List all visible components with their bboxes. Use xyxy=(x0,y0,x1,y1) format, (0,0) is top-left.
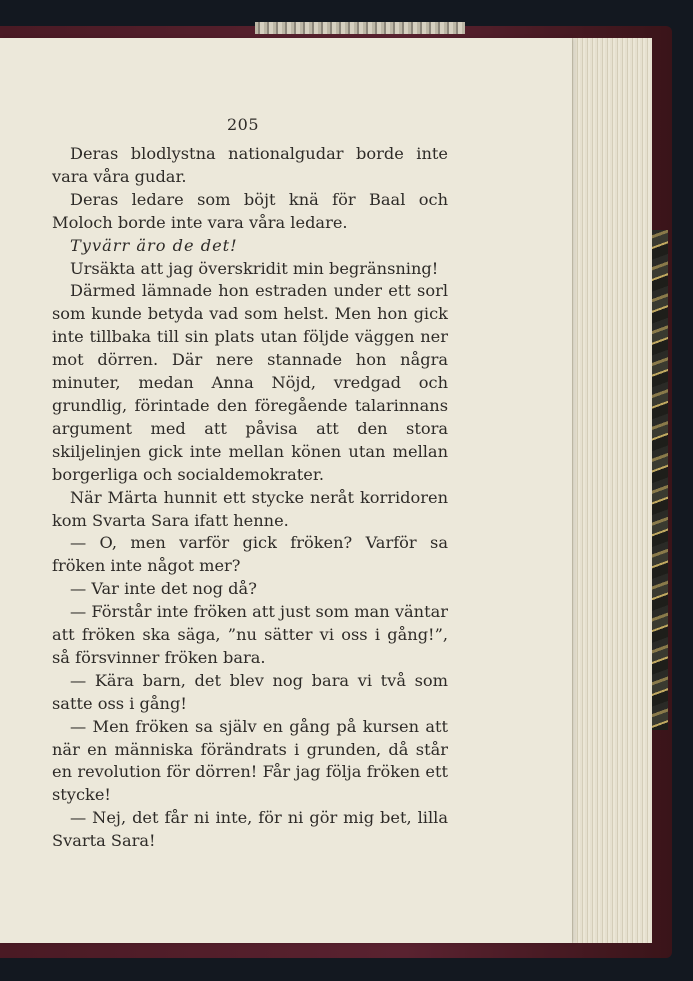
dialogue-line: — Nej, det får ni inte, för ni gör mig bet, lilla Svarta Sara! xyxy=(52,808,448,851)
page-edges xyxy=(560,38,652,943)
page-number: 205 xyxy=(226,115,260,134)
paragraph: Deras ledare som böjt knä för Baal och Moloch borde inte vara våra ledare. xyxy=(52,189,448,232)
paragraph: När Märta hunnit ett stycke neråt korridoren kom Svarta Sara ifatt henne. xyxy=(52,487,448,530)
page-top-edges xyxy=(255,22,465,34)
dialogue-line: — Kära barn, det blev nog bara vi två som satte oss i gång! xyxy=(52,670,448,713)
dialogue-line: — Förstår inte fröken att just som man väntar att fröken ska säga, ”nu sätter vi oss i gång!”, så försvinner fröken bara. xyxy=(52,602,448,667)
dialogue-line: — O, men varför gick fröken? Varför sa fröken inte något mer? xyxy=(52,533,448,576)
dialogue-line: — Var inte det nog då? xyxy=(70,579,257,599)
paragraph: Därmed lämnade hon estraden under ett sorl som kunde betyda vad som helst. Men hon gick inte tillbaka till sin plats utan följde väggen ner mot dörren. Där nere stannade hon några minuter, medan Anna Nöjd, vredgad och grundlig, förintade den föregående talarinnans argument med att påvisa att den stora skiljelinjen gick inte mellan könen utan mellan borgerliga och socialdemokrater. xyxy=(52,281,448,484)
page-text xyxy=(52,143,448,853)
paragraph: Ursäkta att jag överskridit min begränsning! xyxy=(70,258,439,278)
dialogue-line: — Men fröken sa själv en gång på kursen att när en människa förändrats i grunden, då står en revolution för dörren! Får jag följa fröken ett stycke! xyxy=(52,716,448,805)
paragraph-italic: Tyvärr äro de det! xyxy=(70,235,238,255)
paragraph: Deras blodlystna nationalgudar borde inte vara våra gudar. xyxy=(52,144,448,186)
